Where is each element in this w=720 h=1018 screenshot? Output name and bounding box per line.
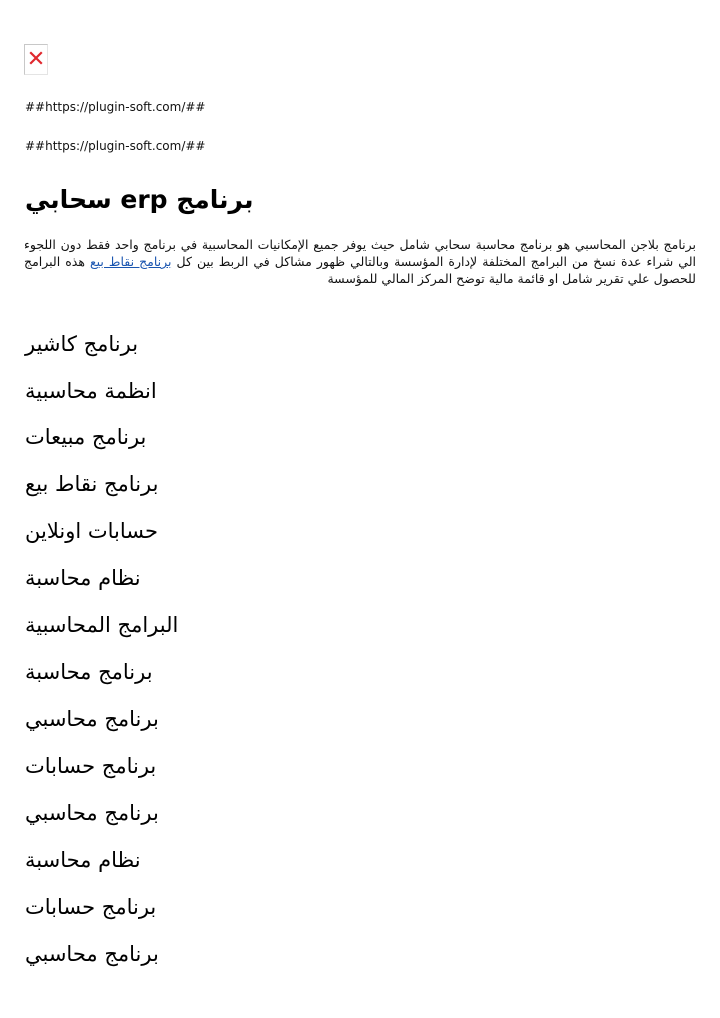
intro-text-before-link: برنامج بلاجن المحاسبي هو برنامج محاسبة سحابي شامل حيث يوفر جميع الإمكانيات المحاسبية في برنامج واحد فقط دون اللجوء الي شراء عدة نسخ من البرامج المختلفة لإدارة المؤسسة وبالتالي ظهور مشاكل في الربط بين كل bbox=[24, 237, 696, 269]
broken-image-placeholder bbox=[24, 44, 48, 75]
intro-paragraph bbox=[24, 236, 696, 287]
section-heading: برنامج مبيعات bbox=[25, 425, 147, 449]
section-heading: برنامج محاسبي bbox=[25, 942, 159, 966]
page-title: برنامج erp سحابي bbox=[25, 185, 254, 214]
broken-image-icon bbox=[29, 51, 43, 65]
section-heading: حسابات اونلاين bbox=[25, 519, 158, 543]
section-heading: نظام محاسبة bbox=[25, 848, 141, 872]
section-heading: برنامج نقاط بيع bbox=[25, 472, 159, 496]
section-heading: برنامج محاسبي bbox=[25, 707, 159, 731]
section-heading: البرامج المحاسبية bbox=[25, 613, 179, 637]
section-heading: برنامج كاشير bbox=[25, 332, 139, 356]
source-url-line: ##https://plugin-soft.com/## bbox=[25, 139, 206, 153]
section-heading: برنامج محاسبي bbox=[25, 801, 159, 825]
pos-program-link[interactable]: برنامج نقاط بيع bbox=[89, 254, 172, 269]
section-heading: برنامج حسابات bbox=[25, 895, 157, 919]
source-url-line: ##https://plugin-soft.com/## bbox=[25, 100, 206, 114]
intro-text-after-link: هذه البرامج للحصول علي تقرير شامل او قائمة مالية توضح المركز المالي للمؤسسة bbox=[24, 254, 696, 286]
section-heading: انظمة محاسبية bbox=[25, 379, 157, 403]
section-heading: برنامج محاسبة bbox=[25, 660, 153, 684]
section-heading: نظام محاسبة bbox=[25, 566, 141, 590]
section-heading: برنامج حسابات bbox=[25, 754, 157, 778]
